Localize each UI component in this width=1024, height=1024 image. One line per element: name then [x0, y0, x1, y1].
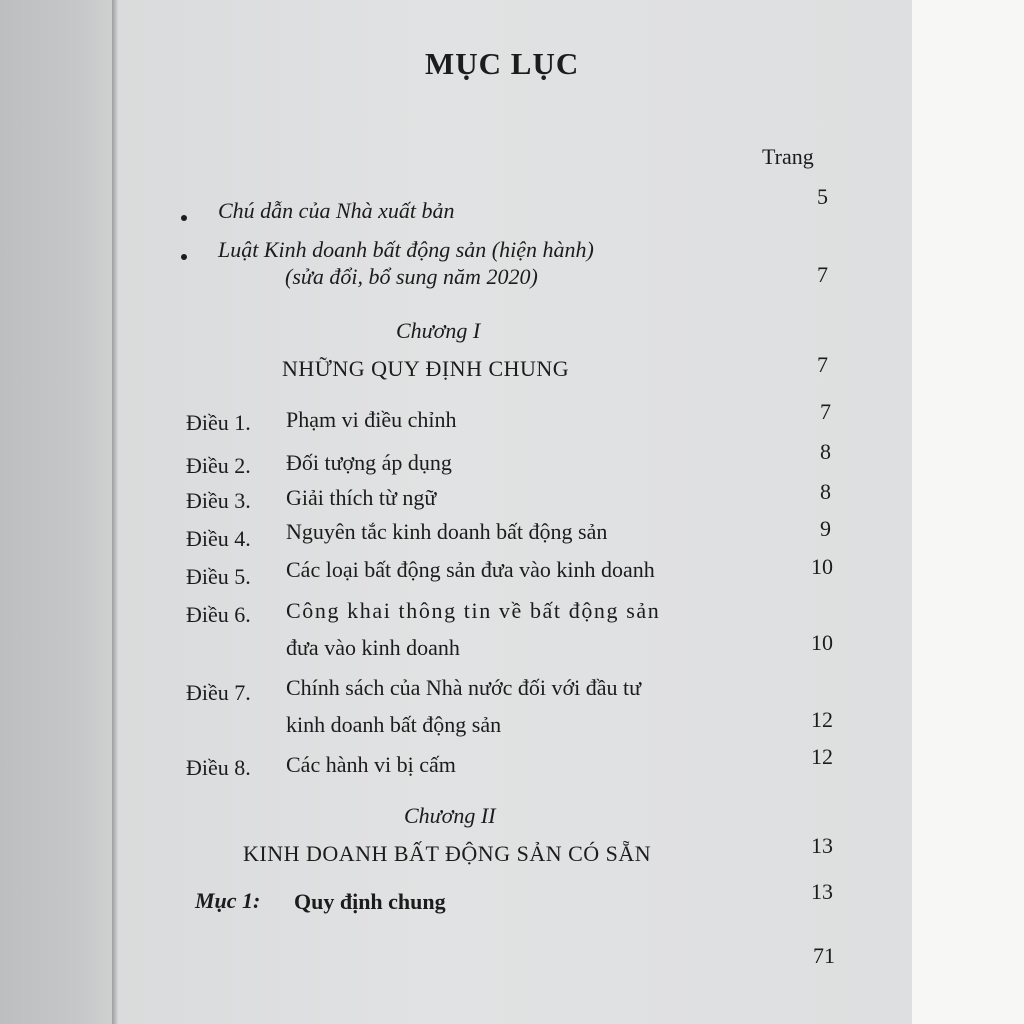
article-label: Điều 2.: [186, 453, 251, 478]
section-title: Quy định chung: [294, 889, 446, 914]
article-label: Điều 8.: [186, 755, 251, 780]
page-number: 71: [813, 943, 835, 968]
intro-entry-publisher-note: Chú dẫn của Nhà xuất bản: [218, 198, 455, 223]
article-title: Các loại bất động sản đưa vào kinh doanh: [286, 557, 655, 582]
intro-entry-page: 5: [817, 184, 828, 209]
article-title: Chính sách của Nhà nước đối với đầu tư: [286, 675, 642, 700]
chapter-page: 13: [811, 833, 833, 858]
article-label: Điều 3.: [186, 488, 251, 513]
chapter-title: KINH DOANH BẤT ĐỘNG SẢN CÓ SẴN: [243, 841, 652, 866]
left-background: [0, 0, 112, 1024]
chapter-label: Chương I: [396, 318, 481, 343]
chapter-title: NHỮNG QUY ĐỊNH CHUNG: [282, 356, 570, 381]
article-page: 8: [820, 479, 831, 504]
intro-entry-page: 7: [817, 262, 828, 287]
section-label: Mục 1:: [195, 888, 261, 913]
article-page: 12: [811, 744, 833, 769]
article-page: 7: [820, 399, 831, 424]
article-title: Giải thích từ ngữ: [286, 485, 437, 510]
page-title: MỤC LỤC: [425, 46, 580, 81]
article-title-line2: kinh doanh bất động sản: [286, 712, 502, 737]
article-title: Phạm vi điều chỉnh: [286, 407, 457, 432]
article-page: 9: [820, 516, 831, 541]
article-page: 12: [811, 707, 833, 732]
article-label: Điều 1.: [186, 410, 251, 435]
chapter-page: 7: [817, 352, 828, 377]
chapter-label: Chương II: [404, 803, 496, 828]
page-edge-shadow: [112, 0, 118, 1024]
article-label: Điều 4.: [186, 526, 251, 551]
right-background: [912, 0, 1024, 1024]
page-column-header: Trang: [762, 144, 814, 169]
article-title: Đối tượng áp dụng: [286, 450, 452, 475]
article-title-line2: đưa vào kinh doanh: [286, 635, 460, 660]
intro-entry-law-line2: (sửa đổi, bổ sung năm 2020): [285, 264, 538, 289]
article-label: Điều 6.: [186, 602, 251, 627]
article-page: 10: [811, 554, 833, 579]
section-page: 13: [811, 879, 833, 904]
bullet-icon: [181, 215, 187, 221]
article-label: Điều 5.: [186, 564, 251, 589]
article-label: Điều 7.: [186, 680, 251, 705]
article-title: Nguyên tắc kinh doanh bất động sản: [286, 519, 608, 544]
intro-entry-law: Luật Kinh doanh bất động sản (hiện hành): [218, 237, 594, 262]
article-page: 8: [820, 439, 831, 464]
article-title: Công khai thông tin về bất động sản: [286, 598, 661, 623]
bullet-icon: [181, 254, 187, 260]
article-page: 10: [811, 630, 833, 655]
article-title: Các hành vi bị cấm: [286, 752, 456, 777]
